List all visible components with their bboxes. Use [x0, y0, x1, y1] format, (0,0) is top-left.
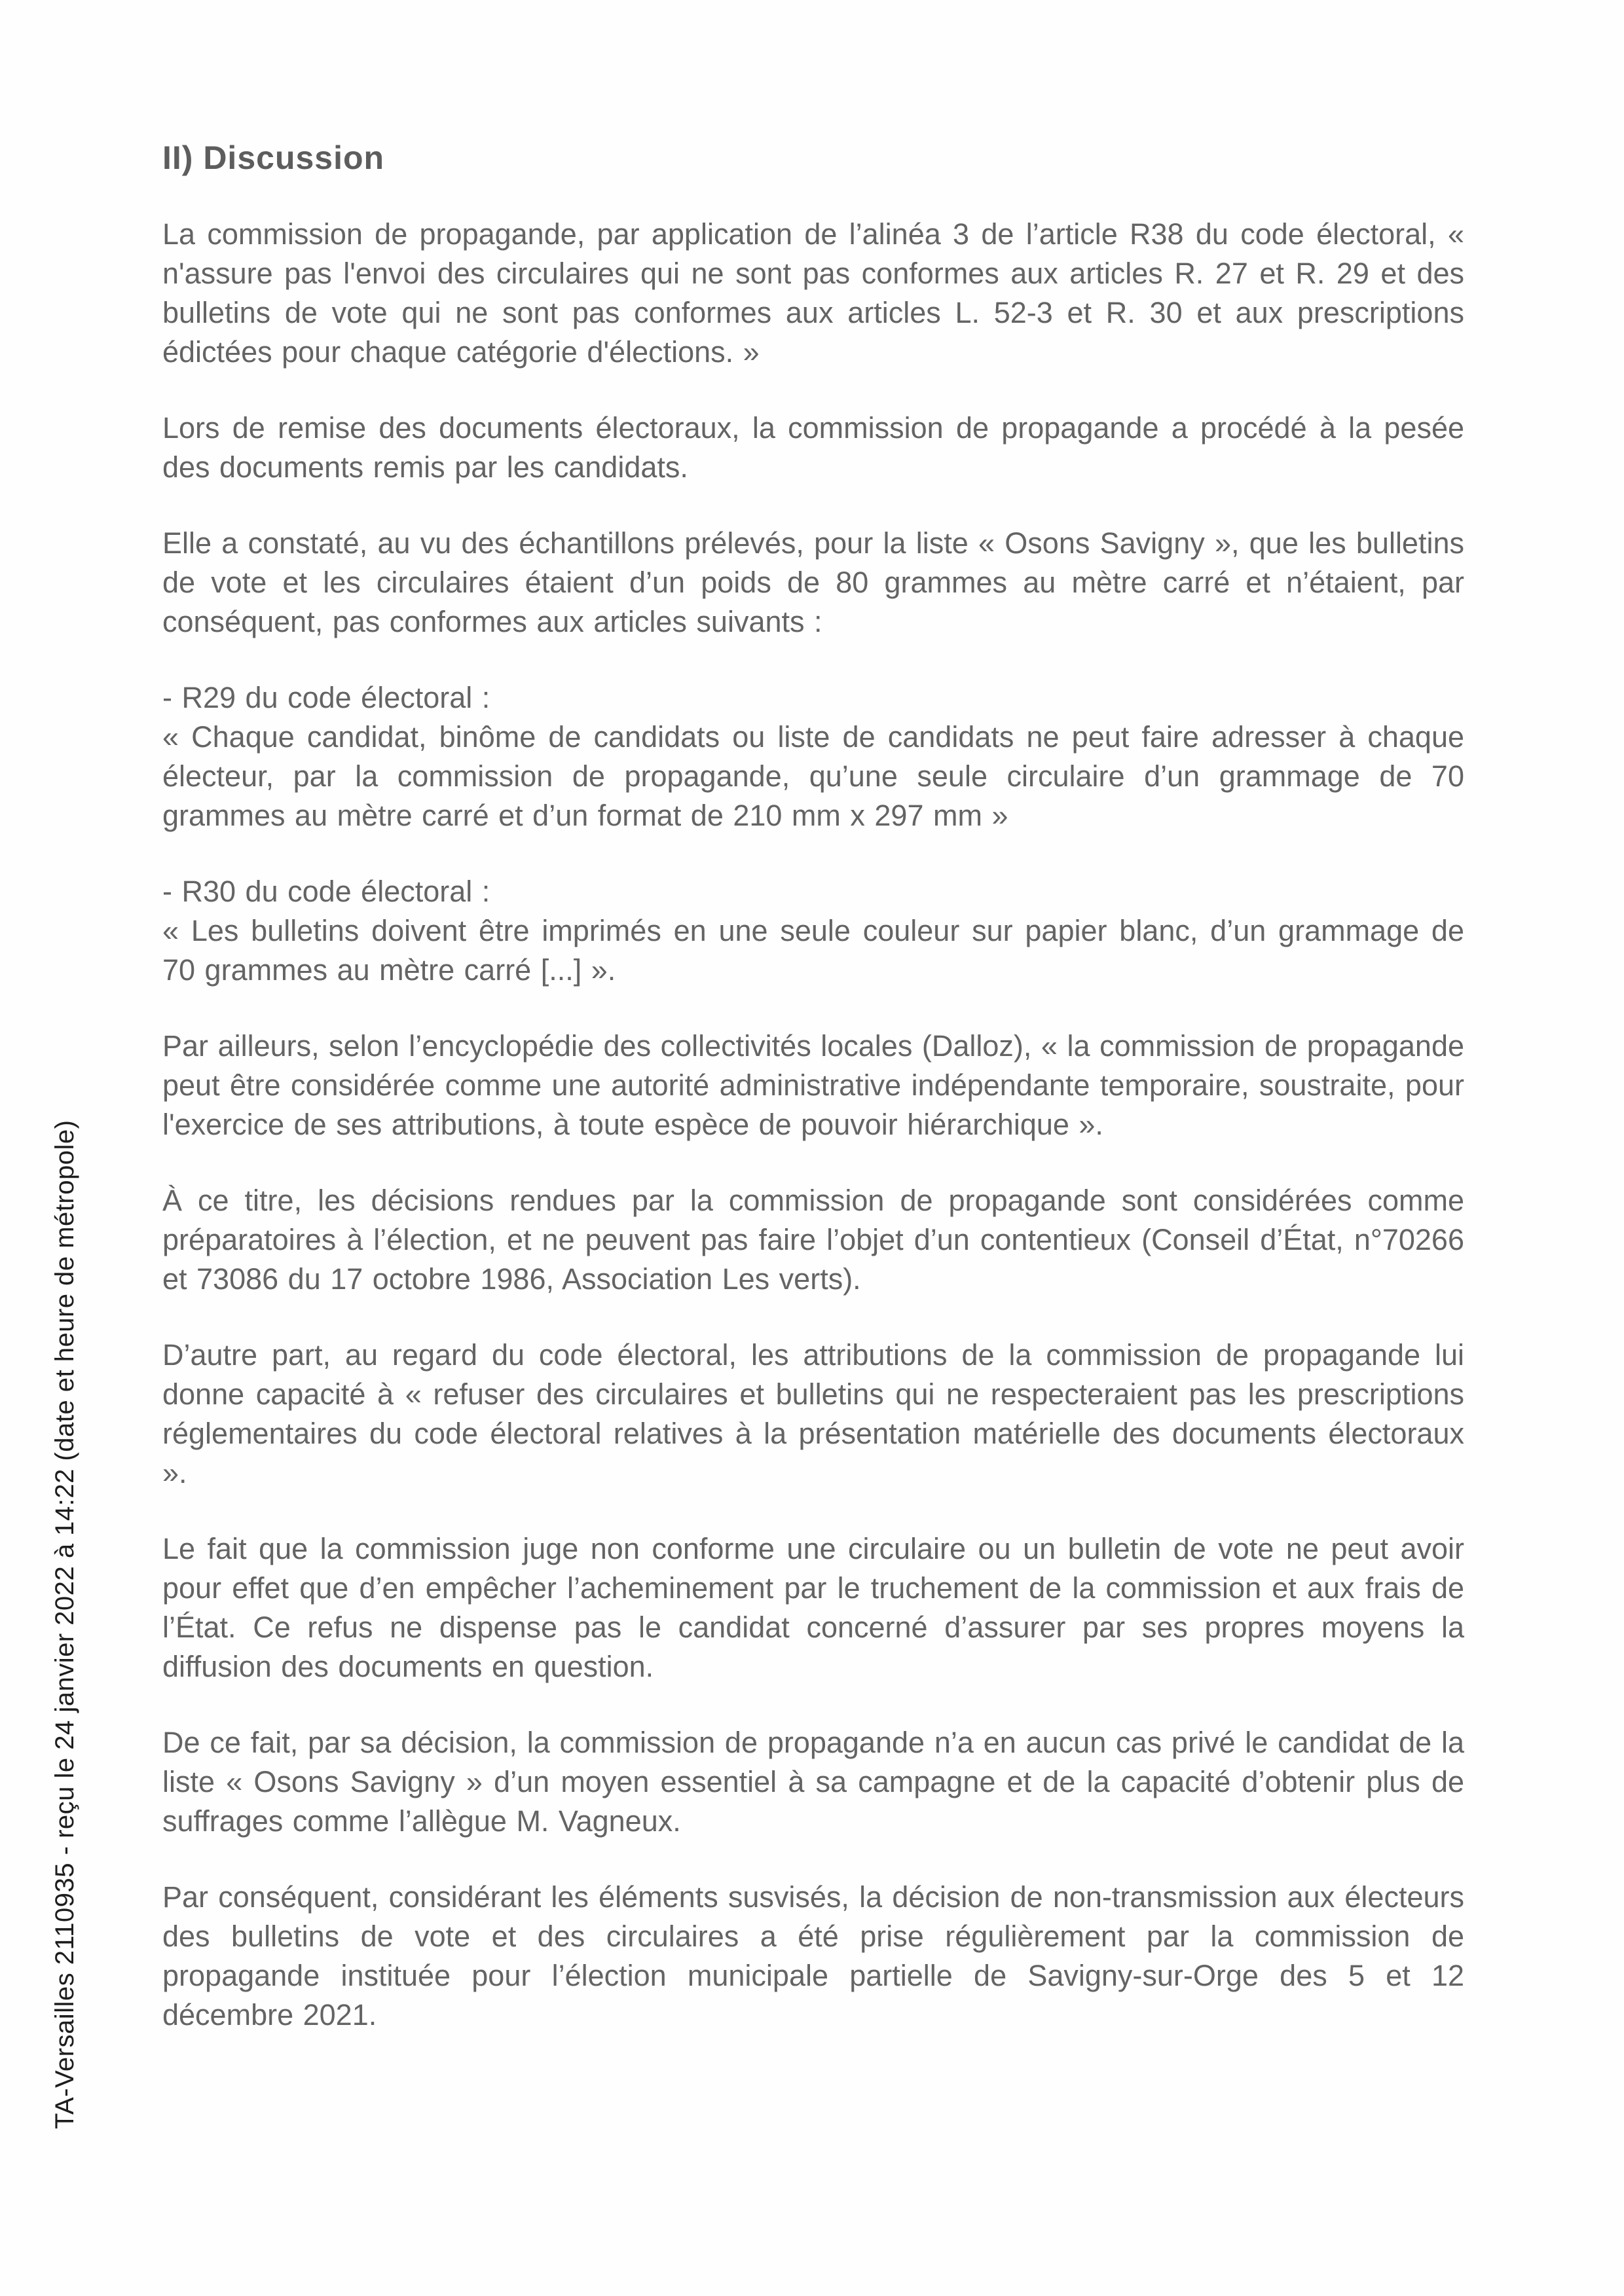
code-article-block-r30	[162, 872, 1464, 990]
paragraph: Par ailleurs, selon l’encyclopédie des collectivités locales (Dalloz), « la commission de propagande peut être considérée comme une autorité administrative indépendante temporaire, soustraite, pour l'exercice de ses attributions, à toute espèce de pouvoir hiérarchique ».	[162, 1029, 1464, 1141]
paragraph: Par conséquent, considérant les éléments susvisés, la décision de non-transmission aux électeurs des bulletins de vote et des circulaires a été prise régulièrement par la commission de propagande instituée pour l’élection municipale partielle de Savigny-sur-Orge des 5 et 12 décembre 2021.	[162, 1880, 1464, 2032]
quote-paragraph: « Chaque candidat, binôme de candidats ou liste de candidats ne peut faire adresser à chaque électeur, par la commission de propagande, qu’une seule circulaire d’un grammage de 70 grammes au mètre carré et d’un format de 210 mm x 297 mm »	[162, 720, 1464, 832]
list-item-label: - R29 du code électoral :	[162, 681, 490, 714]
paragraph: Lors de remise des documents électoraux, la commission de propagande a procédé à la pesée des documents remis par les candidats.	[162, 411, 1464, 484]
paragraph: La commission de propagande, par application de l’alinéa 3 de l’article R38 du code électoral, « n'assure pas l'envoi des circulaires qui ne sont pas conformes aux articles R. 27 et R. 29 et des bulletins de vote qui ne sont pas conformes aux articles L. 52-3 et R. 30 et aux prescriptions édictées pour chaque catégorie d'élections. »	[162, 217, 1464, 369]
court-reception-stamp: TA-Versailles 2110935 - reçu le 24 janvier 2022 à 14:22 (date et heure de métropole)	[50, 1120, 79, 2129]
quote-paragraph: « Les bulletins doivent être imprimés en une seule couleur sur papier blanc, d’un grammage de 70 grammes au mètre carré [...] ».	[162, 914, 1464, 987]
paragraph: À ce titre, les décisions rendues par la commission de propagande sont considérées comme préparatoires à l’élection, et ne peuvent pas faire l’objet d’un contentieux (Conseil d’État, n°70266 et 73086 du 17 octobre 1986, Association Les verts).	[162, 1184, 1464, 1296]
paragraph: Le fait que la commission juge non conforme une circulaire ou un bulletin de vote ne peut avoir pour effet que d’en empêcher l’acheminement par le truchement de la commission et aux frais de l’État. Ce refus ne dispense pas le candidat concerné d’assurer par ses propres moyens la diffusion des documents en question.	[162, 1532, 1464, 1683]
paragraph: Elle a constaté, au vu des échantillons prélevés, pour la liste « Osons Savigny », que les bulletins de vote et les circulaires étaient d’un poids de 80 grammes au mètre carré et n’étaient, par conséquent, pas conformes aux articles suivants :	[162, 526, 1464, 638]
list-item-label: - R30 du code électoral :	[162, 875, 490, 908]
paragraph: De ce fait, par sa décision, la commission de propagande n’a en aucun cas privé le candidat de la liste « Osons Savigny » d’un moyen essentiel à sa campagne et de la capacité d’obtenir plus de suffrages comme l’allègue M. Vagneux.	[162, 1726, 1464, 1838]
section-heading: II) Discussion	[162, 139, 385, 176]
paragraph: D’autre part, au regard du code électoral, les attributions de la commission de propagande lui donne capacité à « refuser des circulaires et bulletins qui ne respecteraient pas les prescriptions réglementaires du code électoral relatives à la présentation matérielle des documents électoraux ».	[162, 1338, 1464, 1489]
document-body	[162, 139, 1464, 2071]
code-article-block-r29	[162, 678, 1464, 835]
